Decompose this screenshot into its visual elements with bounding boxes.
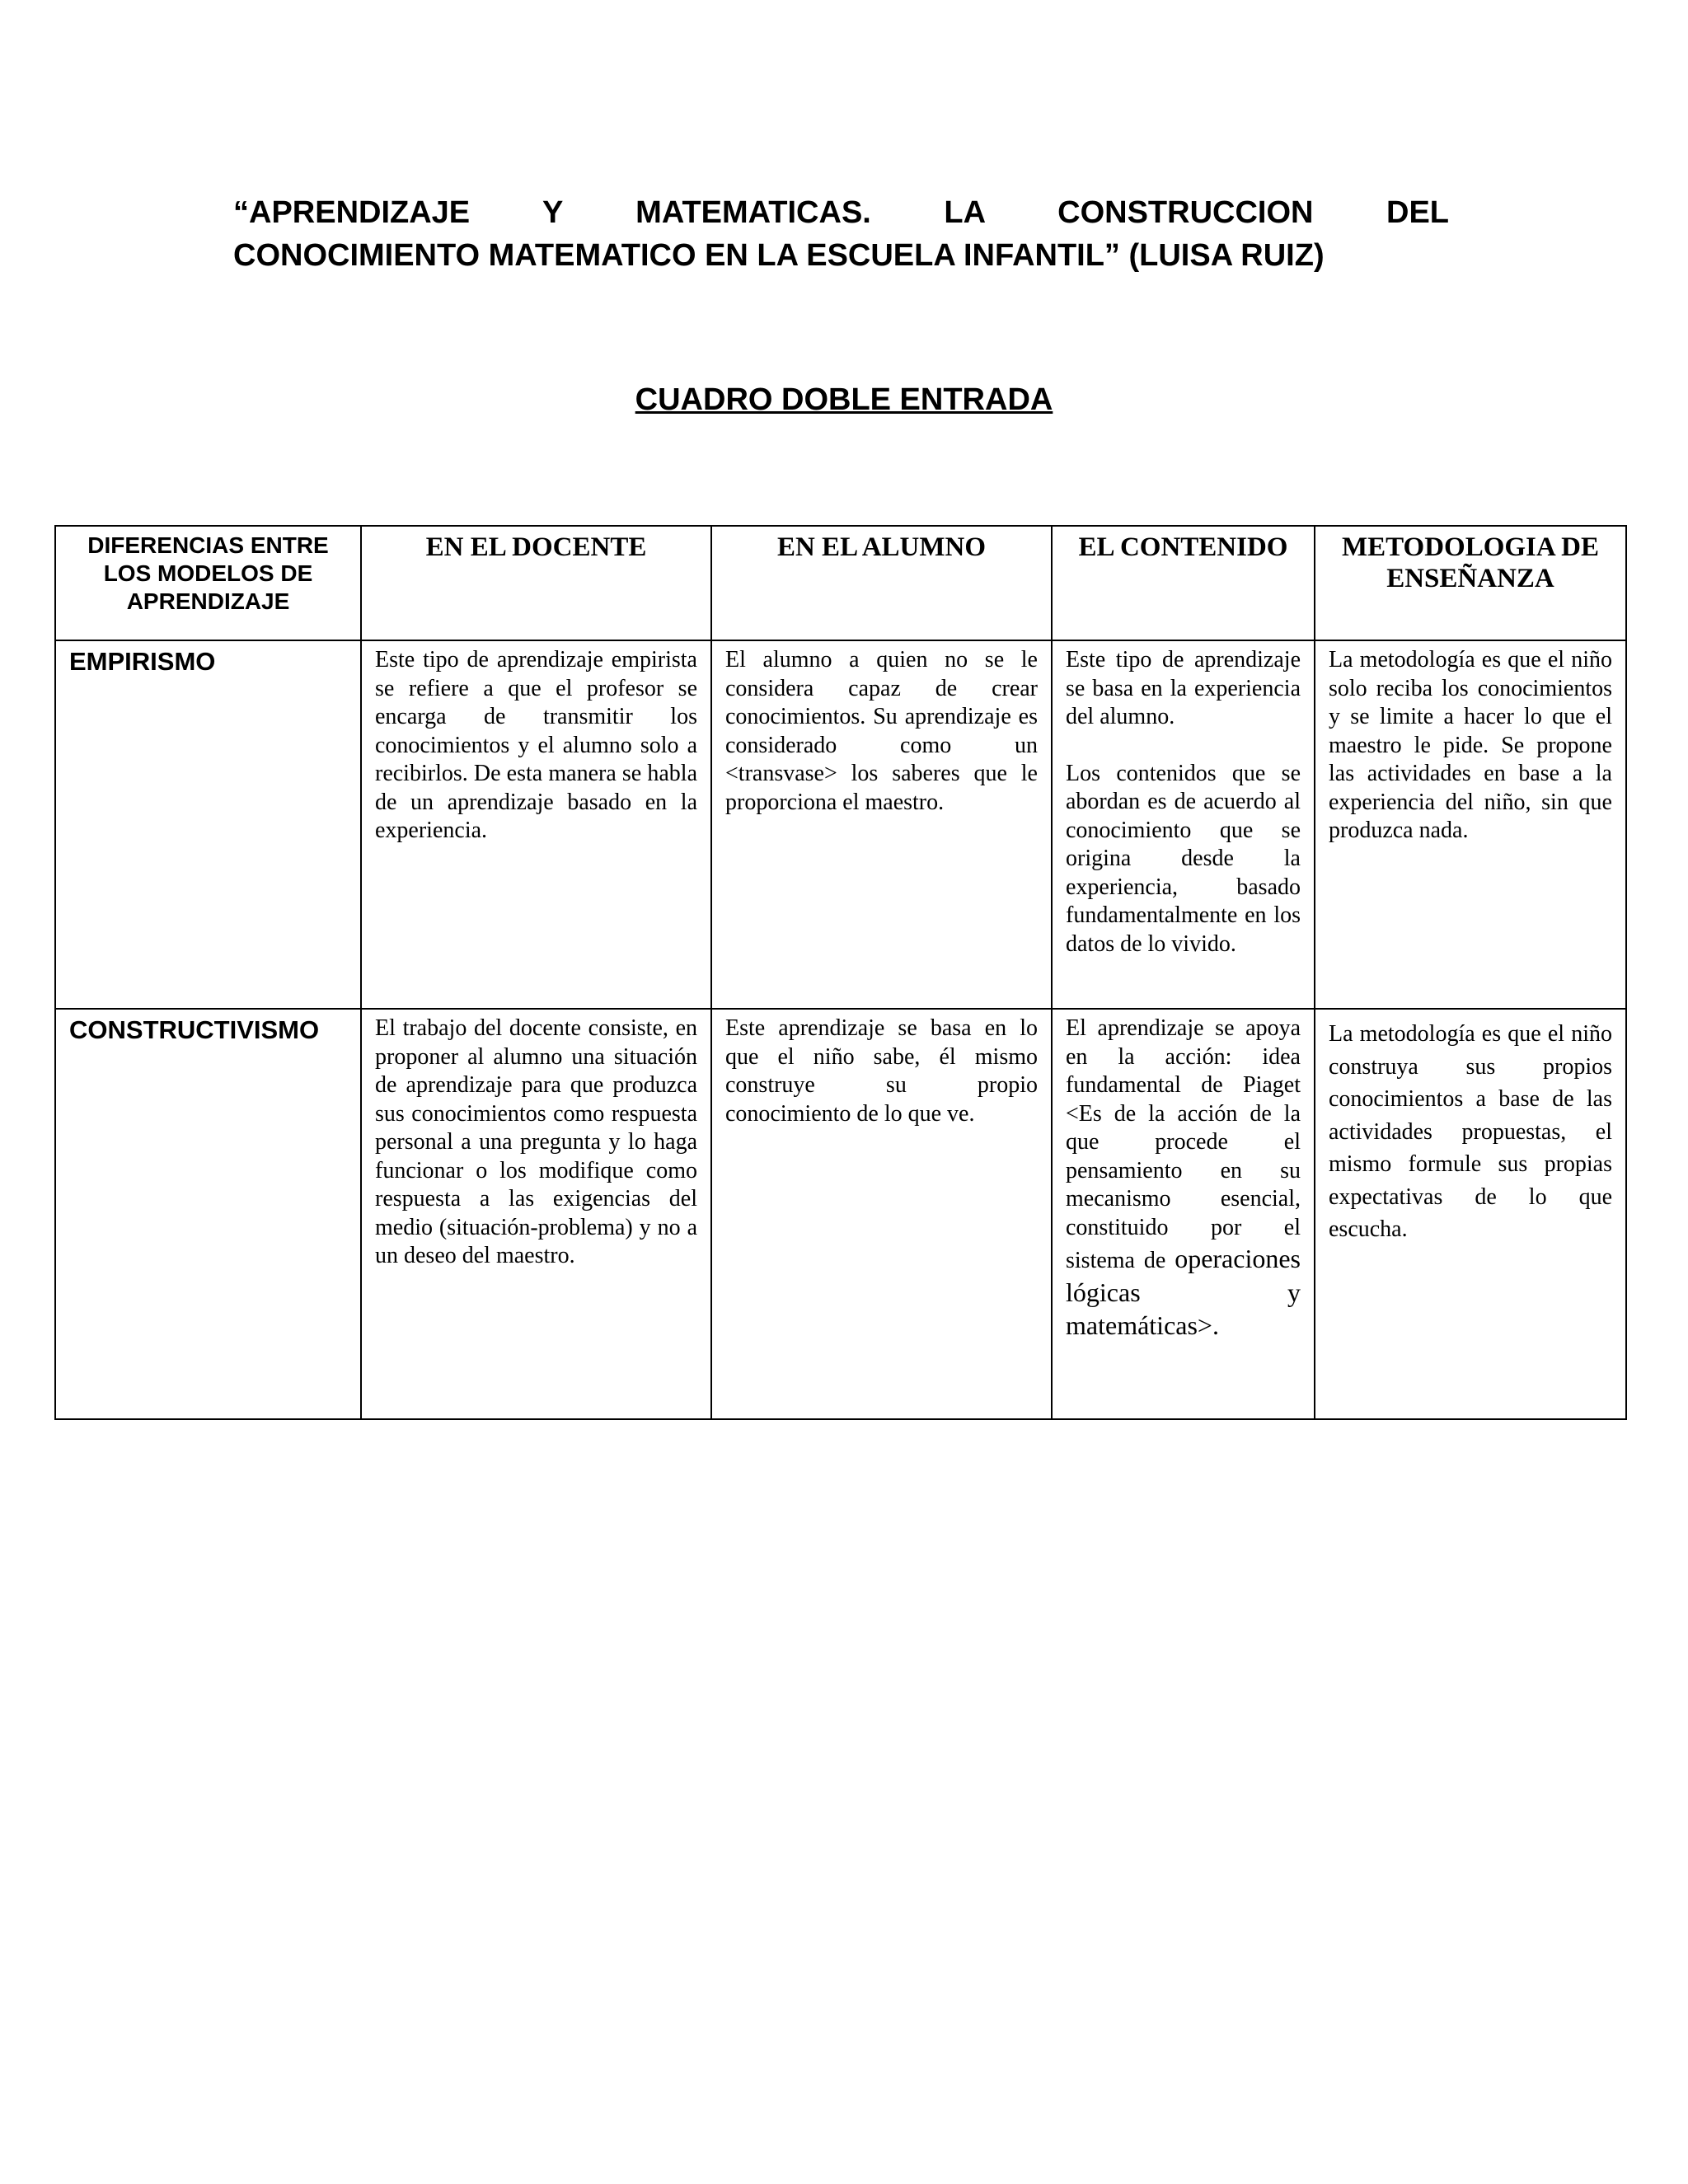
comparison-table	[54, 525, 1627, 1420]
header-metodologia: METODOLOGIA DE ENSEÑANZA	[1315, 526, 1626, 640]
contenido-paragraph-1: Este tipo de aprendizaje se basa en la experiencia del alumno.	[1066, 647, 1301, 729]
cell-constructivismo-contenido	[1052, 1009, 1315, 1419]
title-line-2: CONOCIMIENTO MATEMATICO EN LA ESCUELA INFANTIL” (LUISA RUIZ)	[233, 238, 1325, 273]
cell-constructivismo-docente: El trabajo del docente consiste, en proponer al alumno una situación de aprendizaje para que produzca sus conocimientos como respuesta personal a una pregunta y lo haga funcionar o los modifique como respuesta a las exigencias del medio (situación-problema) y no a un deseo del maestro.	[361, 1009, 711, 1419]
table-row	[55, 640, 1626, 1009]
row-label-empirismo: EMPIRISMO	[55, 640, 361, 1009]
cell-empirismo-alumno: El alumno a quien no se le considera capaz de crear conocimientos. Su aprendizaje es considerado como un <transvase> los saberes que le proporciona el maestro.	[711, 640, 1052, 1009]
contenido-paragraph-2: Los contenidos que se abordan es de acuerdo al conocimiento que se origina desde la experiencia, basado fundamentalmente en los datos de lo vivido.	[1066, 760, 1301, 957]
document-subtitle: CUADRO DOBLE ENTRADA	[635, 382, 1053, 417]
cell-empirismo-docente: Este tipo de aprendizaje empirista se refiere a que el profesor se encarga de transmitir los conocimientos y el alumno solo a recibirlos. De esta manera se habla de un aprendizaje basado en la experiencia.	[361, 640, 711, 1009]
cell-constructivismo-alumno: Este aprendizaje se basa en lo que el niño sabe, él mismo construye su propio conocimiento de lo que ve.	[711, 1009, 1052, 1419]
table-header-row	[55, 526, 1626, 640]
document-title	[233, 191, 1449, 277]
header-alumno: EN EL ALUMNO	[711, 526, 1052, 640]
row-label-constructivismo: CONSTRUCTIVISMO	[55, 1009, 361, 1419]
title-line-1: “APRENDIZAJE Y MATEMATICAS. LA CONSTRUCCION DEL	[233, 195, 1449, 230]
cell-constructivismo-metodologia: La metodología es que el niño construya sus propios conocimientos a base de las actividades propuestas, el mismo formule sus propias expectativas de lo que escucha.	[1315, 1009, 1626, 1419]
header-differences: DIFERENCIAS ENTRE LOS MODELOS DE APRENDIZAJE	[55, 526, 361, 640]
header-contenido: EL CONTENIDO	[1052, 526, 1315, 640]
header-docente: EN EL DOCENTE	[361, 526, 711, 640]
cell-empirismo-contenido	[1052, 640, 1315, 1009]
contenido-main-text: El aprendizaje se apoya en la acción: idea fundamental de Piaget <Es de la acción de la que procede el pensamiento en su mecanismo esencial, constituido por el sistema de	[1066, 1015, 1301, 1273]
contenido-tail-text: operaciones lógicas y matemáticas>.	[1066, 1244, 1301, 1340]
cell-empirismo-metodologia: La metodología es que el niño solo reciba los conocimientos y se limite a hacer lo que el maestro le pide. Se propone las actividades en base a la experiencia del niño, sin que produzca nada.	[1315, 640, 1626, 1009]
table-row	[55, 1009, 1626, 1419]
